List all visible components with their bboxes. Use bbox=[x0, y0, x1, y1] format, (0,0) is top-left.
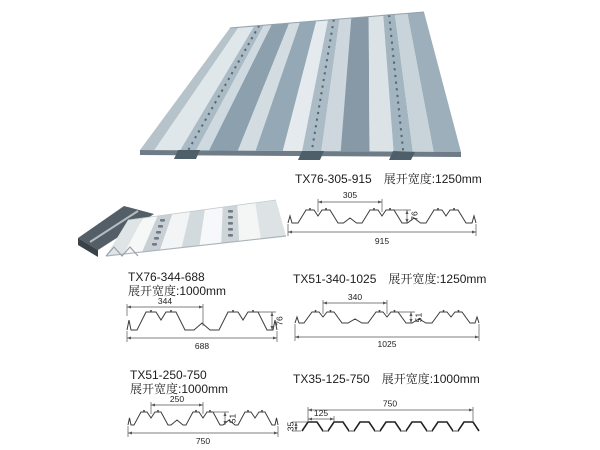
diagram5-model: TX35-125-750 bbox=[293, 372, 370, 386]
diagram1-unfold-width: 展开宽度:1250mm bbox=[383, 172, 482, 186]
height-dim-label: 51 bbox=[227, 413, 238, 424]
pitch-dim-label: 340 bbox=[347, 292, 363, 302]
sample-deck-photo bbox=[76, 184, 291, 272]
pitch-dim-label: 250 bbox=[169, 394, 185, 404]
diagram5-unfold-width: 展开宽度:1000mm bbox=[381, 372, 480, 386]
pitch-dim-label: 125 bbox=[313, 408, 329, 418]
diagram3-section bbox=[288, 292, 503, 352]
diagram4-section bbox=[92, 394, 292, 450]
diagram4-model: TX51-250-750 bbox=[130, 368, 207, 382]
diagram1-label bbox=[295, 172, 482, 186]
total-dim-label: 750 bbox=[382, 398, 398, 409]
total-dim-label: 915 bbox=[374, 236, 390, 246]
diagram2-model: TX76-344-688 bbox=[128, 270, 205, 284]
diagram4-label bbox=[130, 368, 228, 396]
diagram3-label bbox=[293, 272, 486, 286]
diagram1-section bbox=[283, 190, 493, 248]
total-width-dimension bbox=[288, 224, 476, 236]
pitch-dim-label: 344 bbox=[157, 296, 173, 306]
total-dim-label: 750 bbox=[195, 436, 211, 446]
profile-line bbox=[302, 422, 479, 431]
diagram1-model: TX76-305-915 bbox=[295, 172, 372, 186]
sample-strips bbox=[106, 200, 286, 256]
diagram3-unfold-width: 展开宽度:1250mm bbox=[388, 272, 487, 286]
profile-line bbox=[127, 312, 277, 330]
deck-strips bbox=[140, 12, 461, 152]
diagram2-label bbox=[128, 270, 226, 298]
pitch-dimension bbox=[127, 304, 203, 326]
height-dim-label: 76 bbox=[274, 316, 285, 326]
diagram5-section bbox=[285, 394, 508, 446]
diagram2-unfold-width: 展开宽度:1000mm bbox=[128, 284, 227, 298]
height-dim-label: 51 bbox=[413, 312, 424, 323]
height-dimension bbox=[398, 312, 415, 323]
pitch-dim-label: 305 bbox=[342, 190, 358, 200]
height-dim-label: 76 bbox=[409, 211, 420, 221]
height-dimension bbox=[394, 210, 411, 223]
diagram5-label bbox=[293, 372, 480, 386]
diagram2-section bbox=[90, 296, 290, 354]
total-dim-label: 688 bbox=[194, 341, 210, 351]
diagram3-model: TX51-340-1025 bbox=[293, 272, 377, 286]
total-dim-label: 1025 bbox=[377, 339, 397, 349]
height-dim-label: 35 bbox=[285, 421, 296, 432]
main-deck-photo bbox=[138, 2, 463, 162]
diagram4-unfold-width: 展开宽度:1000mm bbox=[130, 382, 229, 396]
